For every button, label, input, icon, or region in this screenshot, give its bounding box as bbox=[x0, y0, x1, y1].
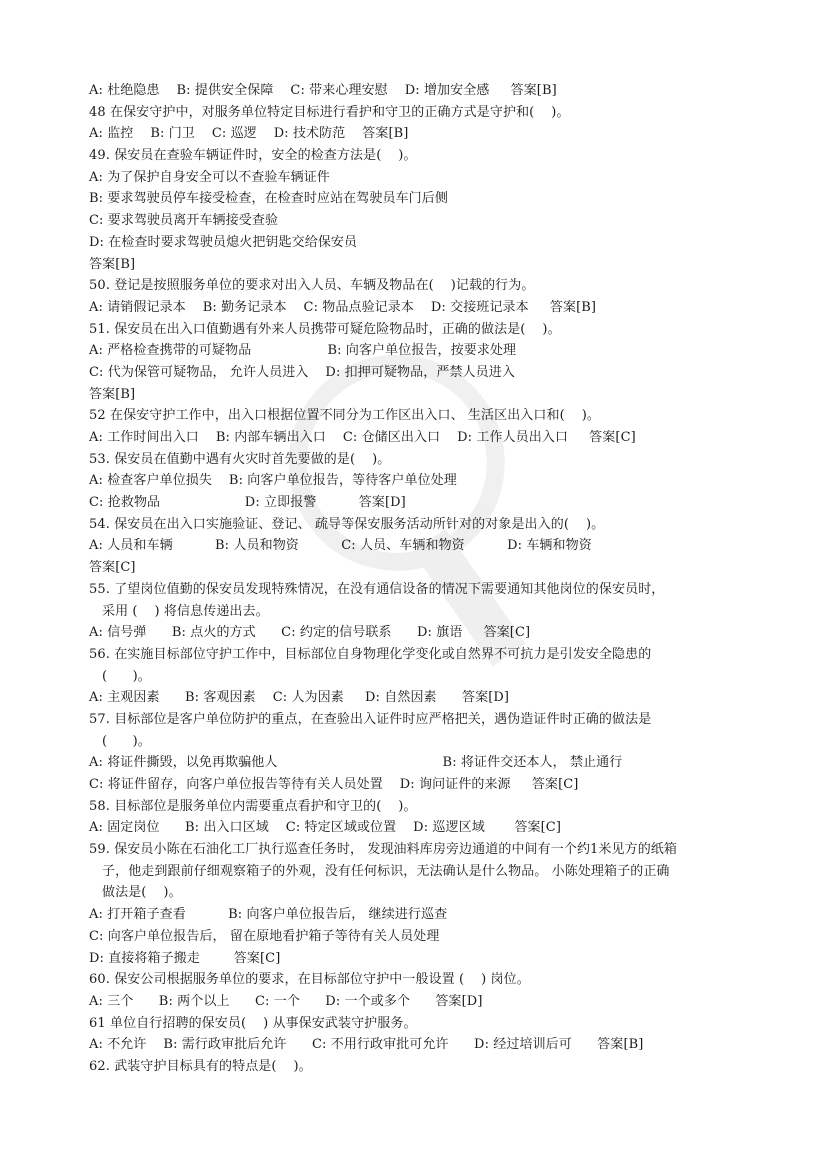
question-55: 55. 了望岗位值勤的保安员发现特殊情况，在没有通信设备的情况下需要通知其他岗位的保安员时， bbox=[89, 581, 665, 597]
options-54: A: 人员和车辆 B: 人员和物资 C: 人员、车辆和物资 D: 车辆和物资 bbox=[89, 538, 592, 554]
question-59-cont-1: 子，他走到跟前仔细观察箱子的外观，没有任何标识，无法确认是什么物品。 小陈处理箱子的正确 bbox=[102, 863, 670, 879]
answer-options-60: A: 三个 B: 两个以上 C: 一个 D: 一个或多个 答案[D] bbox=[89, 993, 483, 1009]
question-53: 53. 保安员在值勤中遇有火灾时首先要做的是( )。 bbox=[89, 451, 391, 467]
answer-options-48: A: 监控 B: 门卫 C: 巡逻 D: 技术防范 答案[B] bbox=[89, 126, 409, 142]
question-48: 48 在保安守护中，对服务单位特定目标进行看护和守卫的正确方式是守护和( )。 bbox=[89, 104, 570, 120]
options-51-ab: A: 严格检查携带的可疑物品 B: 向客户单位报告，按要求处理 bbox=[89, 343, 517, 359]
option-49-a: A: 为了保护自身安全可以不查验车辆证件 bbox=[89, 169, 330, 185]
options-53-ab: A: 检查客户单位损失 B: 向客户单位报告，等待客户单位处理 bbox=[89, 473, 457, 489]
question-59: 59. 保安员小陈在石油化工厂执行巡查任务时， 发现油料库房旁边通道的中间有一个约1米见方的纸箱 bbox=[89, 842, 678, 858]
answer-options-50: A: 请销假记录本 B: 勤务记录本 C: 物品点验记录本 D: 交接班记录本 答案[B] bbox=[89, 299, 597, 315]
option-49-c: C: 要求驾驶员离开车辆接受查验 bbox=[89, 213, 279, 229]
answer-options-61: A: 不允许 B: 需行政审批后允许 C: 不用行政审批可允许 D: 经过培训后可 答案[B] bbox=[89, 1037, 644, 1053]
answer-options-52: A: 工作时间出入口 B: 内部车辆出入口 C: 仓储区出入口 D: 工作人员出入口 答案[C] bbox=[89, 430, 636, 445]
answer-options-55: A: 信号弹 B: 点火的方式 C: 约定的信号联系 D: 旗语 答案[C] bbox=[89, 625, 531, 641]
question-49: 49. 保安员在查验车辆证件时，安全的检查方法是( )。 bbox=[89, 148, 417, 164]
question-54: 54. 保安员在出入口实施验证、登记、 疏导等保安服务活动所针对的对象是出入的( )。 bbox=[89, 516, 605, 532]
options-57-ab: A: 将证件撕毁，以免再欺骗他人 B: 将证件交还本人， 禁止通行 bbox=[89, 755, 623, 771]
question-56: 56. 在实施目标部位守护工作中，目标部位自身物理化学变化或自然界不可抗力是引发安全隐患的 bbox=[89, 646, 652, 662]
question-50: 50. 登记是按照服务单位的要求对出入人员、车辆及物品在( )记载的行为。 bbox=[89, 278, 535, 294]
question-55-cont: 采用 ( ) 将信息传递出去。 bbox=[102, 603, 269, 619]
question-58: 58. 目标部位是服务单位内需要重点看护和守卫的( )。 bbox=[89, 798, 417, 814]
answer-49: 答案[B] bbox=[89, 256, 136, 272]
question-57: 57. 目标部位是客户单位防护的重点，在查验出入证件时应严格把关，遇伪造证件时正确的做法是 bbox=[89, 711, 652, 727]
question-60: 60. 保安公司根据服务单位的要求，在目标部位守护中一般设置 ( ) 岗位。 bbox=[89, 972, 530, 988]
answer-options-47: A: 杜绝隐患 B: 提供安全保障 C: 带来心理安慰 D: 增加安全感 答案[B] bbox=[89, 83, 557, 98]
answer-54: 答案[C] bbox=[89, 560, 136, 576]
answer-options-56: A: 主观因素 B: 客观因素 C: 人为因素 D: 自然因素 答案[D] bbox=[89, 690, 510, 706]
question-56-cont: ( )。 bbox=[102, 668, 151, 684]
option-49-b: B: 要求驾驶员停车接受检查，在检查时应站在驾驶员车门后侧 bbox=[89, 191, 448, 207]
question-59-cont-2: 做法是( )。 bbox=[102, 885, 182, 901]
option-59-c: C: 向客户单位报告后， 留在原地看护箱子等待有关人员处理 bbox=[89, 928, 440, 944]
question-61: 61 单位自行招聘的保安员( ) 从事保安武装守护服务。 bbox=[89, 1015, 417, 1031]
options-53-cd: C: 抢救物品 D: 立即报警 答案[D] bbox=[89, 495, 406, 511]
options-51-cd: C: 代为保管可疑物品， 允许人员进入 D: 扣押可疑物品，严禁人员进入 bbox=[89, 364, 515, 380]
option-49-d: D: 在检查时要求驾驶员熄火把钥匙交给保安员 bbox=[89, 234, 358, 250]
answer-options-58: A: 固定岗位 B: 出入口区域 C: 特定区域或位置 D: 巡逻区域 答案[C] bbox=[89, 820, 562, 836]
question-51: 51. 保安员在出入口值勤遇有外来人员携带可疑危险物品时，正确的做法是( )。 bbox=[89, 321, 561, 337]
options-57-cd: C: 将证件留存，向客户单位报告等待有关人员处置 D: 询问证件的来源 答案[C] bbox=[89, 777, 579, 792]
question-57-cont: ( )。 bbox=[102, 733, 151, 749]
exam-page bbox=[89, 80, 749, 1078]
options-59-ab: A: 打开箱子查看 B: 向客户单位报告后， 继续进行巡查 bbox=[89, 907, 448, 923]
answer-51: 答案[B] bbox=[89, 386, 136, 402]
question-52: 52 在保安守护工作中，出入口根据位置不同分为工作区出入口、 生活区出入口和( )。 bbox=[89, 408, 600, 424]
question-62: 62. 武装守护目标具有的特点是( )。 bbox=[89, 1058, 312, 1074]
option-59-d: D: 直接将箱子搬走 答案[C] bbox=[89, 950, 281, 966]
